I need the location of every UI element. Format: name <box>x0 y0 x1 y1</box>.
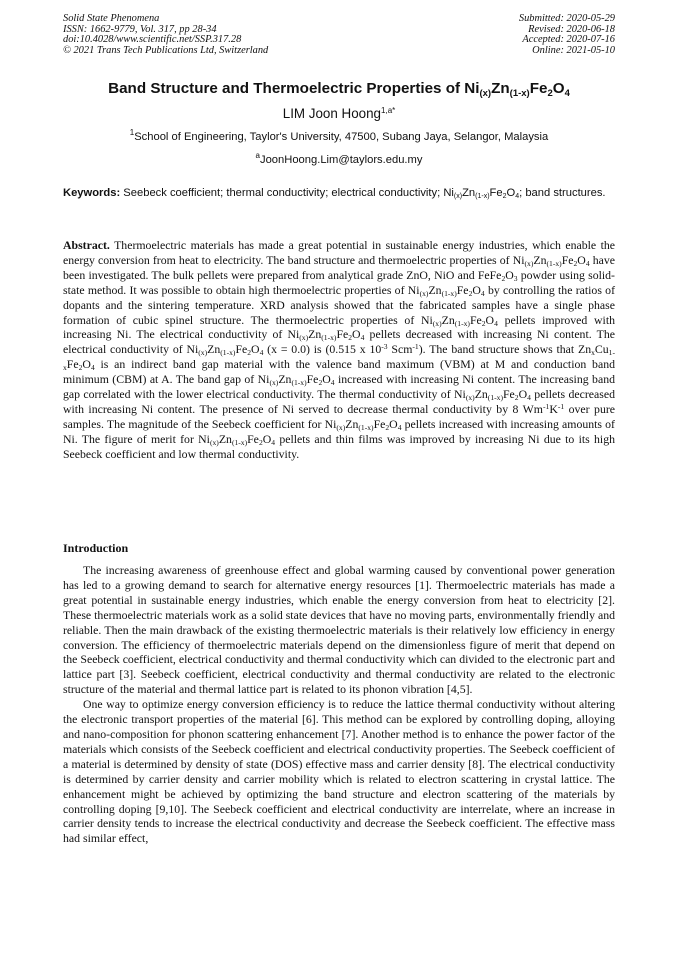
copyright-line: © 2021 Trans Tech Publications Ltd, Switzerland <box>63 44 269 56</box>
issn-line: ISSN: 1662-9779, Vol. 317, pp 28-34 <box>63 23 217 35</box>
online-date: Online: 2021-05-10 <box>532 44 615 56</box>
formula-nizn-fe2o4: $Ni_{(x)}Zn_{(1-x)}Fe_2O_4$ <box>512 252 590 268</box>
doi-line[interactable]: doi:10.4028/www.scientific.net/SSP.317.28 <box>63 34 242 46</box>
formula-nizn-fe2o4: $Ni_{(x)}Zn_{(1-x)}Fe_2O_4$ <box>257 372 335 388</box>
journal-header-left <box>63 14 268 56</box>
revised-date: Revised: 2020-06-18 <box>528 23 615 35</box>
formula-nizn-fe2o4: $Ni_{(x)}Zn_{(1-x)}Fe_2O_4$ <box>324 416 402 432</box>
formula-nizn-fe2o4: $Ni_{(x)}Zn_{(1-x)}Fe_2O_4$ <box>420 312 498 328</box>
author-line: LIM Joon Hoong$^{1,a*}$ <box>282 106 396 121</box>
intro-paragraph-1: The increasing awareness of greenhouse effect and global warming caused by conventional power generation has led to a growing demand to search for alternative energy resources [1]. Thermoelectric materials has made a great potential in sustainable energy industries, which enable the energy conversion from heat to electricity [2]. These thermoelectric materials work as a solid state devices that have no moving parts, environmentally friendly and reliable. Then the main drawback of the existing thermoelectric materials is their relatively low efficiency in energy conversion. The efficiency of thermoelectric materials depend on the dimensionless figure of merit that depend on the Seebeck coefficient, electrical conductivity and thermal conductivity which can divided to the electronic part and lattice part [3]. Seebeck coefficient, electrical conductivity and thermal conductivity are related to the electronic structure of the material and thermal lattice part is related to its phonon vibration [4,5]. <box>63 563 615 697</box>
introduction-heading: Introduction <box>63 541 129 555</box>
formula-nizn-fe2o4: $Ni_{(x)}Zn_{(1-x)}Fe_2O_4$ <box>407 282 485 298</box>
journal-name: Solid State Phenomena <box>63 13 160 24</box>
affiliation: $^1$School of Engineering, Taylor's University, 47500, Subang Jaya, Selangor, Malaysia <box>129 128 549 143</box>
author-email[interactable]: $^a$JoonHoong.Lim@taylors.edu.my <box>255 151 423 166</box>
submitted-date: Submitted: 2020-05-29 <box>518 13 615 24</box>
journal-header-right <box>519 14 615 56</box>
formula-nizn-fe2o4: $Ni_{(x)}Zn_{(1-x)}Fe_2O_4$ <box>186 342 264 358</box>
formula-nizn-fe2o4: $Ni_{(x)}Zn_{(1-x)}Fe_2O_4$ <box>454 387 531 403</box>
intro-paragraph-2: One way to optimize energy conversion efficiency is to reduce the lattice thermal conductivity without altering the electronic transport properties of the material [6]. This method can be explored by controlling doping, alloying and nano-composition for phonon scattering enhancement [7]. Another method is to enhance the power factor of the materials which consists of the Seebeck coefficient and electrical conductivity properties. The Seebeck coefficient of a material is determined by density of state (DOS) effective mass and carrier density [8]. The electrical conductivity is determined by carrier density and carrier mobility which is related to electron scattering in crystal lattice. The enhancement might be achieved by optimizing the band structure and electron scattering of the materials by controlling doping [9,10]. The Seebeck coefficient and electrical conductivity are interrelate, where an increase in carrier density tends to increase the electrical conductivity and decrease the Seebeck coefficient. The effective mass had similar effect, <box>63 697 615 846</box>
abstract-label: Abstract. <box>63 238 110 252</box>
author-name: LIM Joon Hoong <box>282 106 382 121</box>
paper-title: Band Structure and Thermoelectric Properties of $Ni_{(x)}Zn_{(1-x)}Fe_2O_4$ <box>108 80 570 99</box>
introduction-body <box>63 563 615 846</box>
abstract: Abstract. Thermoelectric materials has made a great potential in sustainable energy industries, which enable the energy conversion from heat to electricity. The band structure and thermoelectric properties of $Ni_{(x)}Zn_{(1-x)}Fe_2O_4$ have been investigated. The bulk pellets were prepared from analytical grade ZnO, NiO and $FeFe_2O_3$ powder using solid-state method. It was possible to obtain high thermoelectric properties of $Ni_{(x)}Zn_{(1-x)}Fe_2O_4$ by controlling the ratios of dopants and the sintering temperature. XRD analysis showed that the fabricated samples have a single phase formation of cubic spinel structure. The thermoelectric properties of $Ni_{(x)}Zn_{(1-x)}Fe_2O_4$ pellets improved with increasing Ni. The electrical conductivity of $Ni_{(x)}Zn_{(1-x)}Fe_2O_4$ pellets decreased with increasing Ni content. The electrical conductivity of $Ni_{(x)}Zn_{(1-x)}Fe_2O_4$ (x = 0.0) is (0.515 x $10^{-3}$ Scm$^{-1}$). The band structure shows that $Zn_xCu_{1-x}Fe_2O_4$ is an indirect band gap material with the valence band maximum (VBM) at M and conduction band minimum (CBM) at A. The band gap of $Ni_{(x)}Zn_{(1-x)}Fe_2O_4$ increased with increasing Ni content. The increasing band gap correlated with the lower electrical conductivity. The thermal conductivity of $Ni_{(x)}Zn_{(1-x)}Fe_2O_4$ pellets decreased with increasing Ni content. The presence of Ni served to decrease thermal conductivity by 8 $Wm^{-1}K^{-1}$ over pure samples. The magnitude of the Seebeck coefficient for $Ni_{(x)}Zn_{(1-x)}Fe_2O_4$ pellets increased with increasing amounts of Ni. The figure of merit for $Ni_{(x)}Zn_{(1-x)}Fe_2O_4$ pellets and thin films was improved by increasing Ni due to its high Seebeck coefficient and low thermal conductivity. <box>63 238 616 461</box>
keywords-label: Keywords: <box>63 187 121 199</box>
formula-nizn-fe2o4: $Ni_{(x)}Zn_{(1-x)}Fe_2O_4$ <box>287 327 365 343</box>
accepted-date: Accepted: 2020-07-16 <box>522 34 615 46</box>
keywords: Keywords: Seebeck coefficient; thermal conductivity; electrical conductivity; $Ni_{(x)}Zn_{(1-x)}Fe_2O_4$; band structures. <box>63 187 606 200</box>
